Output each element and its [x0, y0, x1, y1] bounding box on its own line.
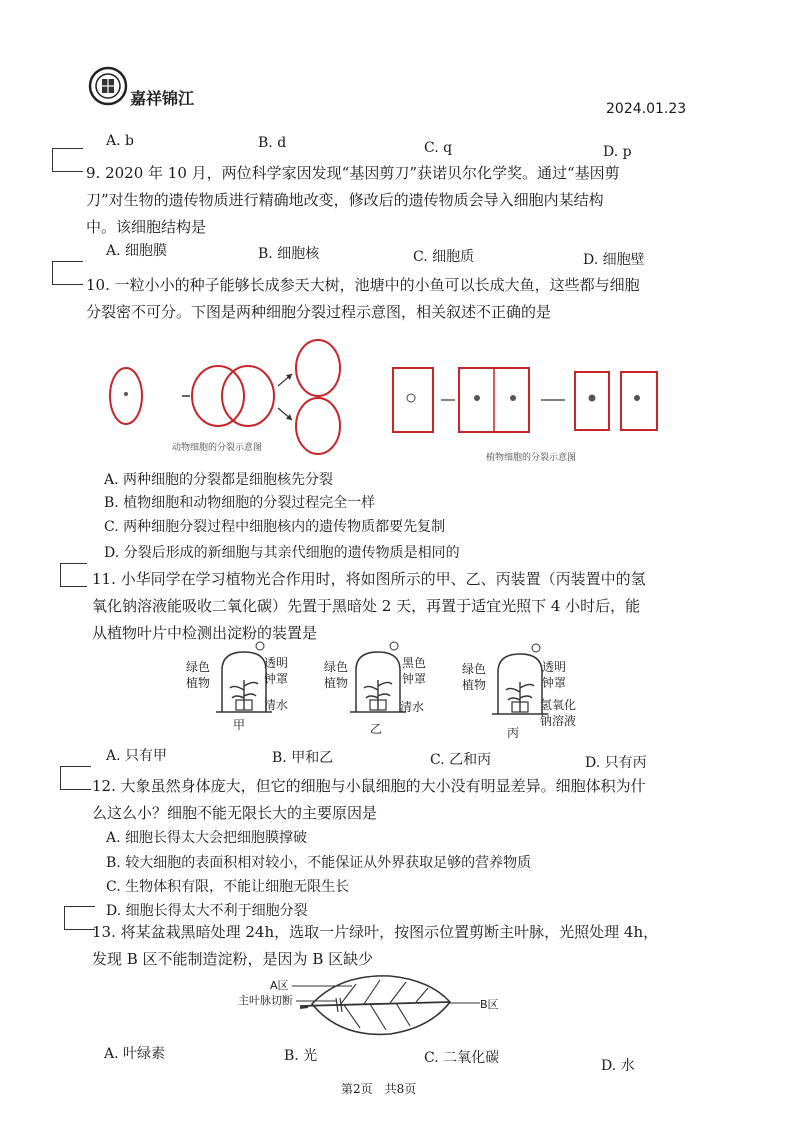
q13-line-1: 13. 将某盆栽黑暗处理 24h，选取一片绿叶，按图示位置剪断主叶脉，光照处理 4h， — [92, 923, 659, 941]
q13-option-a: A. 叶绿素 — [104, 1046, 166, 1062]
device-bing-right-bottom-2: 钠溶液 — [540, 714, 577, 728]
q12-option-c: C. 生物体积有限，不能让细胞无限生长 — [106, 879, 350, 895]
q13-option-b: B. 光 — [284, 1048, 318, 1064]
q12-option-d: D. 细胞长得太大不利于细胞分裂 — [106, 903, 308, 919]
q10-line-1: 10. 一粒小小的种子能够长成参天大树，池塘中的小鱼可以长成大鱼，这些都与细胞 — [86, 276, 640, 294]
q8-option-c: C. q — [424, 140, 453, 156]
leaf-label-b-leader — [450, 1002, 480, 1006]
device-bing-name: 丙 — [507, 726, 520, 740]
q10-option-a: A. 两种细胞的分裂都是细胞核先分裂 — [104, 472, 334, 488]
q8-option-a: A. b — [106, 133, 134, 149]
device-bing-right-top-2: 钟罩 — [542, 676, 567, 690]
q13-option-c: C. 二氧化碳 — [424, 1050, 500, 1066]
q11-line-1: 11. 小华同学在学习植物光合作用时，将如图所示的甲、乙、丙装置（丙装置中的氢 — [92, 570, 646, 588]
q9-line-3: 中。该细胞结构是 — [86, 218, 207, 236]
leaf-label-cut-leader — [296, 1000, 336, 1004]
exam-date: 2024.01.23 — [606, 101, 687, 117]
device-yi-figure — [346, 640, 406, 720]
plant-figure-caption: 植物细胞的分裂示意图 — [486, 453, 577, 463]
device-jia-figure — [212, 640, 272, 720]
q11-option-b: B. 甲和乙 — [272, 750, 334, 766]
device-bing-left-label-2: 植物 — [462, 678, 487, 692]
q11-line-2: 氧化钠溶液能吸收二氧化碳）先置于黑暗处 2 天，再置于适宜光照下 4 小时后，能 — [92, 597, 641, 615]
leaf-label-a-leader — [292, 985, 352, 989]
q8-option-b: B. d — [258, 135, 287, 151]
device-yi-right-top-2: 钟罩 — [402, 672, 427, 686]
device-yi-right-bottom: 清水 — [400, 700, 425, 714]
q12-line-1: 12. 大象虽然身体庞大，但它的细胞与小鼠细胞的大小没有明显差异。细胞体积为什 — [92, 777, 646, 795]
device-jia-right-bottom: 清水 — [264, 698, 289, 712]
q13-answer-bracket[interactable] — [64, 906, 95, 930]
q12-option-a: A. 细胞长得太大会把细胞膜撑破 — [106, 830, 308, 846]
plant-cell-division-figure — [393, 368, 673, 448]
q11-line-3: 从植物叶片中检测出淀粉的装置是 — [92, 624, 318, 642]
q9-option-b: B. 细胞核 — [258, 246, 320, 262]
q13-option-d: D. 水 — [601, 1058, 635, 1074]
q10-option-c: C. 两种细胞分裂过程中细胞核内的遗传物质都要先复制 — [104, 519, 446, 535]
q11-option-a: A. 只有甲 — [106, 748, 168, 764]
leaf-label-b: B区 — [480, 998, 499, 1011]
q9-option-d: D. 细胞壁 — [583, 252, 645, 268]
device-bing-figure — [488, 642, 548, 722]
q11-answer-bracket[interactable] — [60, 563, 87, 587]
animal-figure-caption: 动物细胞的分裂示意图 — [172, 443, 263, 453]
device-jia-left-label-1: 绿色 — [186, 660, 211, 674]
q12-answer-bracket[interactable] — [60, 766, 91, 790]
leaf-label-cut: 主叶脉切断 — [238, 994, 293, 1007]
leaf-figure — [300, 968, 460, 1048]
leaf-label-a: A区 — [270, 979, 289, 992]
device-jia-left-label-2: 植物 — [186, 676, 211, 690]
device-bing-right-top-1: 透明 — [542, 660, 567, 674]
page-footer: 第2页 共8页 — [341, 1082, 417, 1096]
q8-option-d: D. p — [603, 144, 632, 160]
device-yi-right-top-1: 黑色 — [402, 656, 427, 670]
q9-option-c: C. 细胞质 — [413, 249, 475, 265]
q9-line-1: 9. 2020 年 10 月，两位科学家因发现“基因剪刀”获诺贝尔化学奖。通过“基因剪 — [86, 164, 620, 182]
q9-answer-bracket[interactable] — [52, 148, 83, 172]
device-jia-right-top-2: 钟罩 — [264, 672, 289, 686]
device-jia-right-top-1: 透明 — [264, 656, 289, 670]
school-logo — [88, 66, 128, 106]
school-name: 嘉祥锦江 — [130, 89, 195, 108]
q9-option-a: A. 细胞膜 — [106, 243, 168, 259]
q10-option-b: B. 植物细胞和动物细胞的分裂过程完全一样 — [104, 495, 376, 511]
device-yi-left-label-2: 植物 — [324, 676, 349, 690]
q11-option-c: C. 乙和丙 — [430, 752, 492, 768]
q9-line-2: 刀”对生物的遗传物质进行精确地改变，修改后的遗传物质会导入细胞内某结构 — [86, 191, 604, 209]
device-bing-right-bottom-1: 氢氧化 — [540, 698, 577, 712]
q11-option-d: D. 只有丙 — [585, 755, 647, 771]
q10-option-d: D. 分裂后形成的新细胞与其亲代细胞的遗传物质是相同的 — [104, 545, 460, 561]
device-yi-left-label-1: 绿色 — [324, 660, 349, 674]
device-bing-left-label-1: 绿色 — [462, 662, 487, 676]
device-jia-name: 甲 — [233, 718, 246, 732]
q12-option-b: B. 较大细胞的表面积相对较小，不能保证从外界获取足够的营养物质 — [106, 855, 532, 871]
q10-line-2: 分裂密不可分。下图是两种细胞分裂过程示意图，相关叙述不正确的是 — [86, 303, 552, 321]
q12-line-2: 么这么小？细胞不能无限长大的主要原因是 — [92, 804, 378, 822]
device-yi-name: 乙 — [370, 722, 383, 736]
q13-line-2: 发现 B 区不能制造淀粉，是因为 B 区缺少 — [92, 950, 374, 968]
q10-answer-bracket[interactable] — [52, 261, 83, 285]
